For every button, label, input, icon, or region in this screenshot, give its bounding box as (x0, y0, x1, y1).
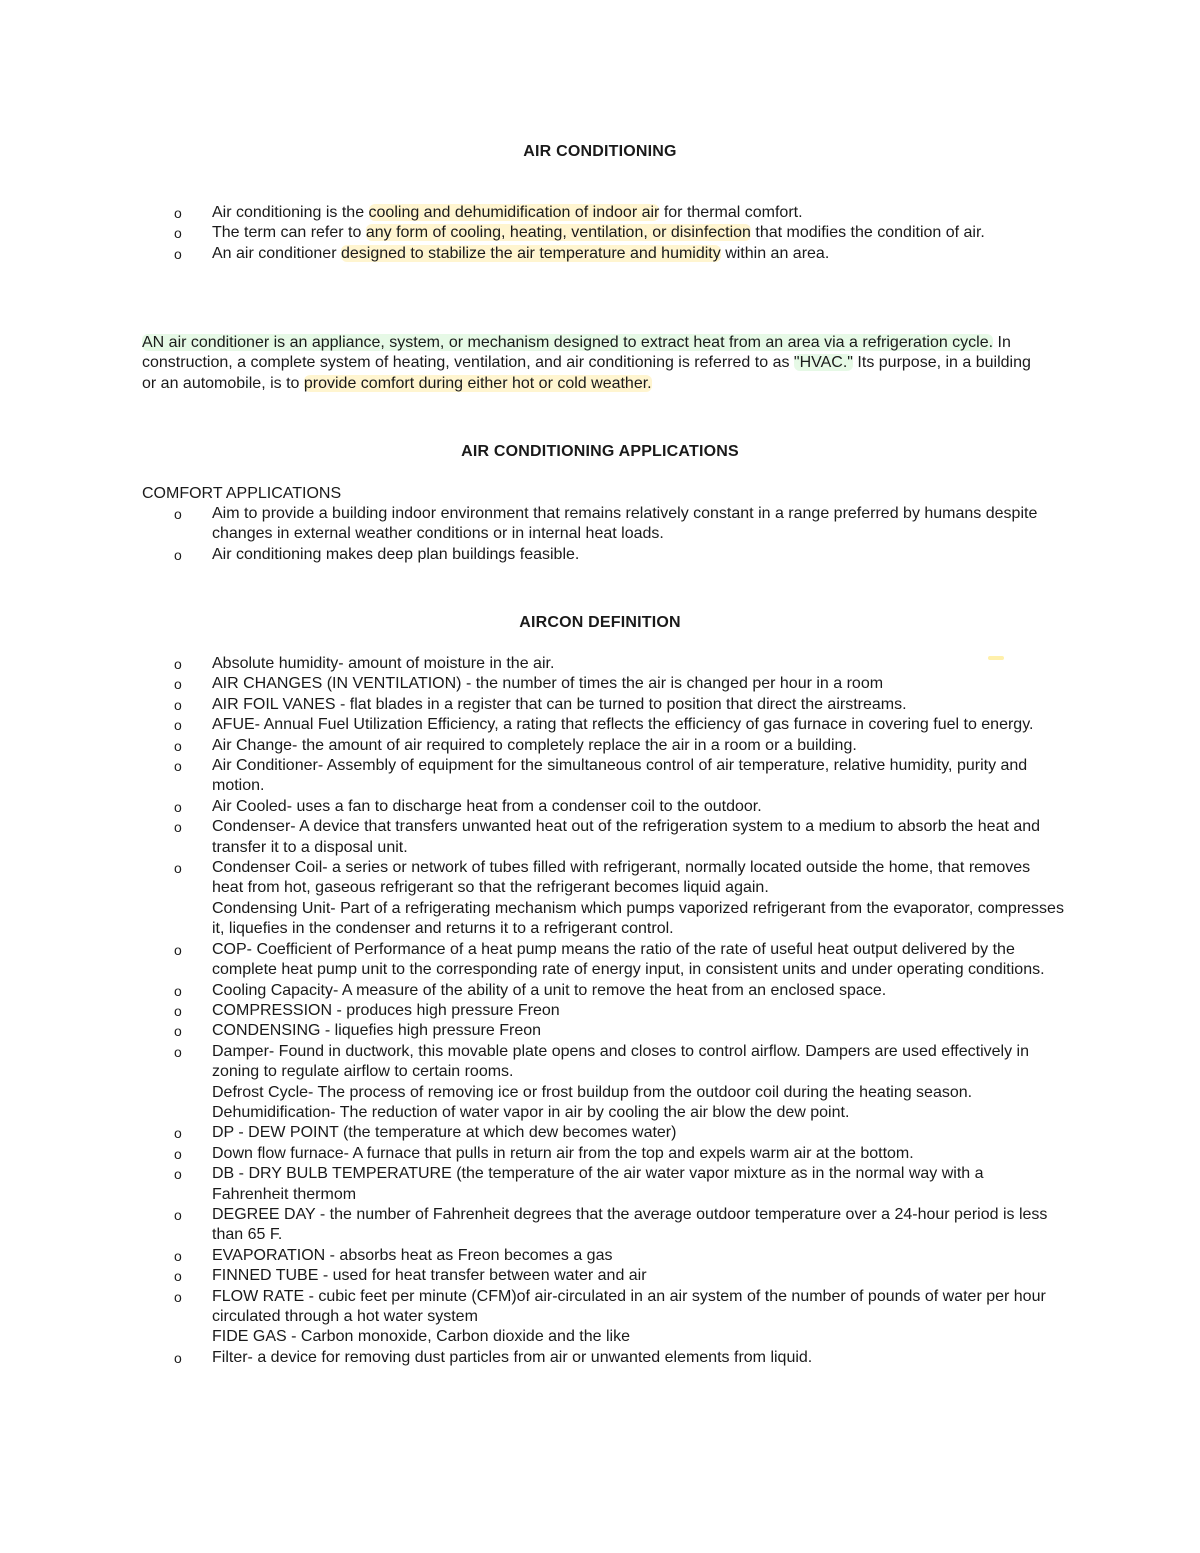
bullet-icon: o (174, 1145, 182, 1162)
definition-item (0, 1123, 1200, 1143)
list-item (0, 244, 1200, 264)
definitions-list (0, 654, 1200, 1368)
definition-text: FINNED TUBE - used for heat transfer between water and air (212, 1267, 647, 1285)
list-item (0, 504, 1200, 545)
definition-item (0, 858, 1200, 940)
bullet-icon: o (174, 245, 182, 262)
definition-continuation: Defrost Cycle- The process of removing ice or frost buildup from the outdoor coil during the heating season. (212, 1083, 973, 1101)
bullet-icon: o (174, 546, 182, 563)
definition-text: Air Conditioner- Assembly of equipment for the simultaneous control of air temperature, relative humidity, purity and motion. (212, 757, 1028, 795)
definition-text: DB - DRY BULB TEMPERATURE (the temperature of the air water vapor mixture as in the normal way with a Fahrenheit thermom (212, 1165, 984, 1203)
definition-text: Down flow furnace- A furnace that pulls in return air from the top and expels warm air at the bottom. (212, 1144, 914, 1162)
list-item (0, 203, 1200, 223)
bullet-icon: o (174, 205, 182, 221)
bullet-icon: o (174, 656, 182, 672)
bullet-icon: o (174, 1043, 182, 1060)
definition-item (0, 695, 1200, 715)
bullet-icon: o (174, 696, 182, 713)
bullet-icon: o (174, 506, 182, 522)
definition-text: AIR FOIL VANES - flat blades in a register that can be turned to position that direct the airstreams. (212, 695, 907, 713)
definition-item (0, 797, 1200, 817)
bullet-icon: o (174, 1247, 182, 1264)
bullet-icon: o (174, 1125, 182, 1142)
definition-text: DEGREE DAY - the number of Fahrenheit degrees that the average outdoor temperature over a 24-hour period is less than 65 F. (212, 1205, 1048, 1244)
bullet-icon: o (174, 798, 182, 815)
bullet-icon: o (174, 1288, 182, 1305)
definition-item (0, 1021, 1200, 1041)
definition-text: Absolute humidity- amount of moisture in the air. (212, 655, 555, 672)
definition-item (0, 654, 1200, 674)
definition-text: Damper- Found in ductwork, this movable plate opens and closes to control airflow. Dampers are used effectively in zoning to regulate airflow to certain rooms. (212, 1042, 1029, 1081)
applications-bullet-list (0, 504, 1200, 565)
bullet-icon: o (174, 758, 182, 775)
definition-item (0, 1144, 1200, 1164)
definition-item (0, 715, 1200, 735)
definition-item (0, 1205, 1200, 1246)
definition-item (0, 1042, 1200, 1124)
definition-item (0, 1246, 1200, 1266)
list-item-text: Air conditioning is the cooling and dehumidification of indoor air for thermal comfort. (212, 204, 803, 221)
definition-text: Condenser Coil- a series or network of tubes filled with refrigerant, normally located outside the home, that removes heat from hot, gaseous refrigerant so that the refrigerant becomes liquid again. (212, 859, 1031, 897)
definition-item (0, 1287, 1200, 1348)
definition-text: COP- Coefficient of Performance of a heat pump means the ratio of the rate of useful heat output delivered by the complete heat pump unit to the corresponding rate of energy input, in consistent units and under operating conditions. (212, 940, 1045, 979)
definition-text: DP - DEW POINT (the temperature at which dew becomes water) (212, 1124, 677, 1142)
definition-text: COMPRESSION - produces high pressure Freon (212, 1001, 560, 1019)
bullet-icon: o (174, 717, 182, 734)
definition-item (0, 817, 1200, 858)
list-item (0, 223, 1200, 243)
section-title-air-conditioning: AIR CONDITIONING (523, 143, 677, 160)
section-title-aircon-definition: AIRCON DEFINITION (519, 614, 681, 631)
bullet-icon: o (174, 1349, 182, 1366)
list-item-text: The term can refer to any form of cooling, heating, ventilation, or disinfection that modifies the condition of air. (212, 224, 985, 242)
bullet-icon: o (174, 1023, 182, 1040)
definition-text: EVAPORATION - absorbs heat as Freon becomes a gas (212, 1246, 613, 1264)
definition-item (0, 981, 1200, 1001)
definition-continuation: Condensing Unit- Part of a refrigerating mechanism which pumps vaporized refrigerant from the evaporator, compresses it, liquefies in the condenser and returns it to a refrigerant control. (212, 899, 1064, 938)
definition-text: CONDENSING - liquefies high pressure Freon (212, 1022, 542, 1040)
list-item-text: Aim to provide a building indoor environment that remains relatively constant in a range preferred by humans despite changes in external weather conditions or in internal heat loads. (212, 505, 1038, 543)
definition-item (0, 1164, 1200, 1205)
definition-item (0, 1266, 1200, 1286)
definition-item (0, 756, 1200, 797)
bullet-icon: o (174, 225, 182, 242)
section-title-applications: AIR CONDITIONING APPLICATIONS (461, 443, 739, 460)
intro-bullet-list (0, 203, 1200, 264)
definition-text: Air Change- the amount of air required to completely replace the air in a room or a building. (212, 736, 857, 754)
bullet-icon: o (174, 1206, 182, 1223)
bullet-icon: o (174, 737, 182, 754)
list-item-text: An air conditioner designed to stabilize the air temperature and humidity within an area. (212, 244, 830, 262)
definition-item (0, 736, 1200, 756)
bullet-icon: o (174, 819, 182, 836)
definition-text: AFUE- Annual Fuel Utilization Efficiency, a rating that reflects the efficiency of gas furnace in covering fuel to energy. (212, 716, 1034, 734)
definition-text: Air Cooled- uses a fan to discharge heat from a condenser coil to the outdoor. (212, 797, 762, 815)
bullet-icon: o (174, 1268, 182, 1285)
definition-text: FLOW RATE - cubic feet per minute (CFM)of air-circulated in an air system of the number of pounds of water per hour circulated through a hot water system (212, 1287, 1046, 1325)
comfort-applications-subheading: COMFORT APPLICATIONS (142, 485, 342, 502)
definition-text: Cooling Capacity- A measure of the ability of a unit to remove the heat from an enclosed space. (212, 981, 887, 999)
definition-item (0, 940, 1200, 981)
definition-text: Condenser- A device that transfers unwanted heat out of the refrigeration system to a medium to absorb the heat and transfer it to a disposal unit. (212, 818, 1041, 856)
bullet-icon: o (174, 676, 182, 693)
definition-continuation: FIDE GAS - Carbon monoxide, Carbon dioxide and the like (212, 1328, 630, 1346)
bullet-icon: o (174, 860, 182, 877)
definition-continuation: Dehumidification- The reduction of water vapor in air by cooling the air blow the dew point. (212, 1103, 850, 1121)
bullet-icon: o (174, 1166, 182, 1183)
definition-item (0, 1001, 1200, 1021)
definition-item (0, 674, 1200, 694)
bullet-icon: o (174, 941, 182, 958)
definition-item (0, 1348, 1200, 1368)
list-item-text: Air conditioning makes deep plan buildings feasible. (212, 545, 580, 563)
definition-text: AIR CHANGES (IN VENTILATION) - the number of times the air is changed per hour in a room (212, 675, 884, 693)
bullet-icon: o (174, 1002, 182, 1019)
list-item (0, 545, 1200, 565)
definition-text: Filter- a device for removing dust particles from air or unwanted elements from liquid. (212, 1348, 813, 1366)
bullet-icon: o (174, 982, 182, 999)
hvac-paragraph: AN air conditioner is an appliance, system, or mechanism designed to extract heat from an area via a refrigeration cycle. In construction, a complete system of heating, ventilation, and air conditioning is referred to as "HVAC." Its purpose, in a building or an automobile, is to provide comfort during either hot or cold weather. (142, 334, 1031, 392)
